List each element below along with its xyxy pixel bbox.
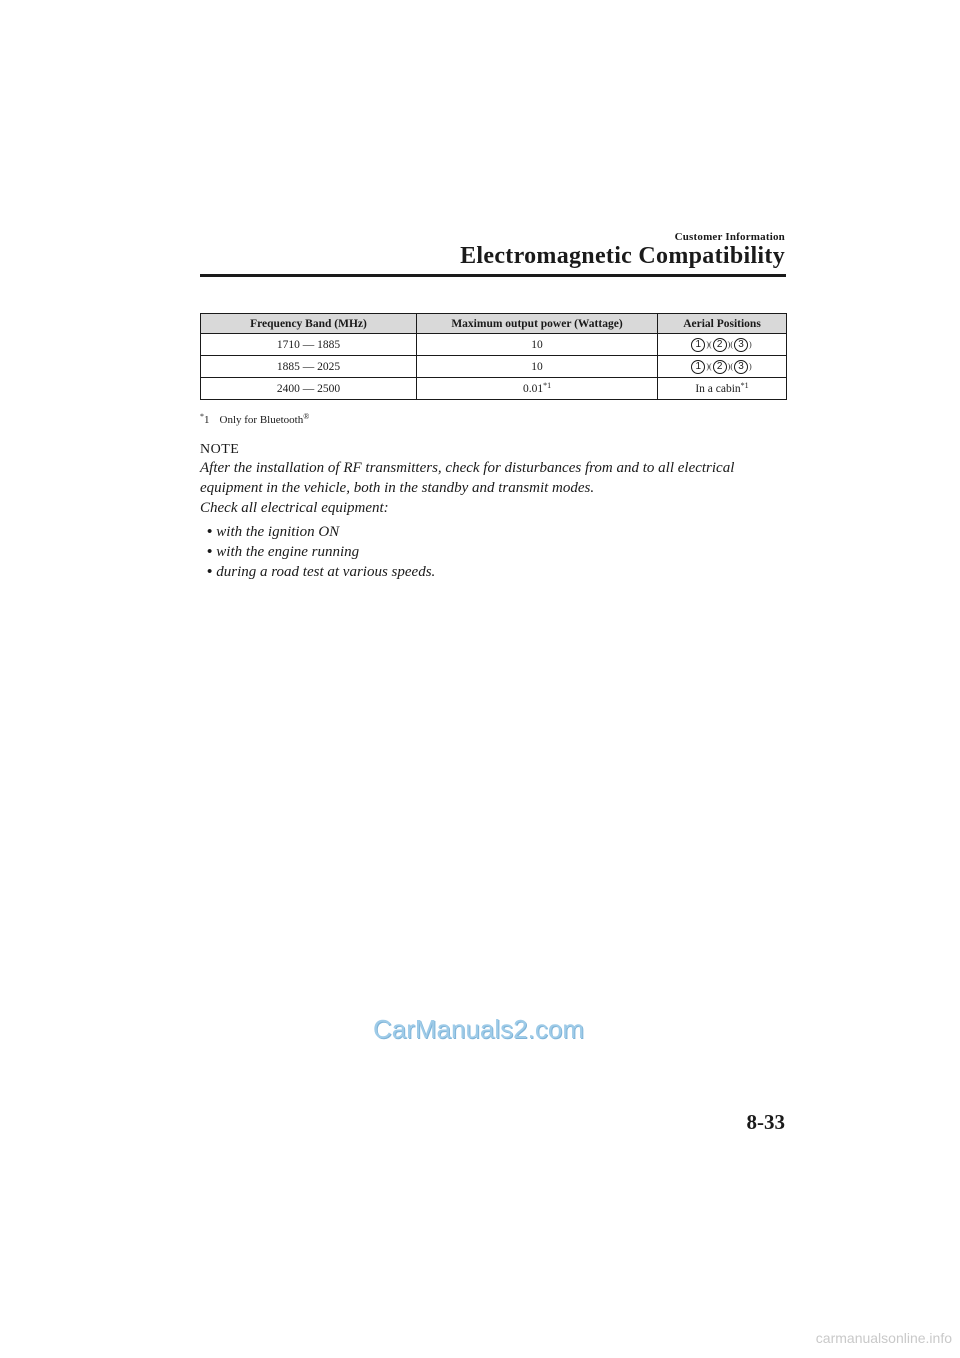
aerial-position-3-icon: 3 [734,360,748,374]
footnote-star: * [200,412,204,421]
aerial-position-1-icon: 1 [691,360,705,374]
column-header: Aerial Positions [658,314,787,334]
bullet-icon: • [207,524,213,540]
column-header: Maximum output power (Wattage) [417,314,658,334]
footnote-label: 1 [204,414,210,426]
chapter-title: Electromagnetic Compatibility [460,243,785,269]
footnote-text: Only for Bluetooth [219,414,304,426]
table-row [201,378,787,400]
note-line: equipment in the vehicle, both in the standby and transmit modes. [200,480,595,496]
column-header: Frequency Band (MHz) [201,314,417,334]
list-item [207,522,435,542]
note-line: Check all electrical equipment: [200,500,389,516]
list-item [207,562,435,582]
positions-text: In a cabin [695,382,741,395]
page-number: 8-33 [746,1110,785,1134]
positions-cell: 1 )( 2 )( 3 ) [658,334,787,356]
site-watermark: carmanualsonline.info [815,1330,952,1346]
list-item [207,542,435,562]
registered-mark: ® [303,412,310,421]
band-cell: 1710 — 1885 [201,334,417,356]
power-value: 10 [531,338,543,351]
aerial-position-2-icon: 2 [713,360,727,374]
power-cell [417,334,658,356]
note-line: After the installation of RF transmitters, check for disturbances from and to all electrical [200,460,735,476]
aerial-position-3-icon: 3 [734,338,748,352]
power-cell [417,378,658,400]
aerial-position-1-icon: 1 [691,338,705,352]
watermark-logo: CarManuals2.com [373,1014,584,1044]
table-row [201,334,787,356]
power-cell [417,356,658,378]
list-item-text: with the engine running [216,544,360,560]
section-label: Customer Information [674,231,785,243]
footnote [200,414,309,426]
band-cell: 1885 — 2025 [201,356,417,378]
table-row [201,356,787,378]
header-rule [200,274,786,277]
frequency-table [200,313,787,400]
list-item-text: during a road test at various speeds. [216,564,436,580]
list-item-text: with the ignition ON [216,524,340,540]
footnote-ref: *1 [740,380,749,390]
power-value: 10 [531,360,543,373]
check-list [207,522,435,582]
aerial-position-2-icon: 2 [713,338,727,352]
power-value: 0.01 [522,382,544,395]
positions-cell: 1 )( 2 )( 3 ) [658,356,787,378]
table-header-row [201,314,787,334]
bullet-icon: • [207,544,213,560]
band-cell: 2400 — 2500 [201,378,417,400]
footnote-ref: *1 [543,380,552,390]
note-body [200,458,800,518]
positions-cell [658,378,787,400]
note-heading: NOTE [200,442,240,457]
bullet-icon: • [207,564,213,580]
